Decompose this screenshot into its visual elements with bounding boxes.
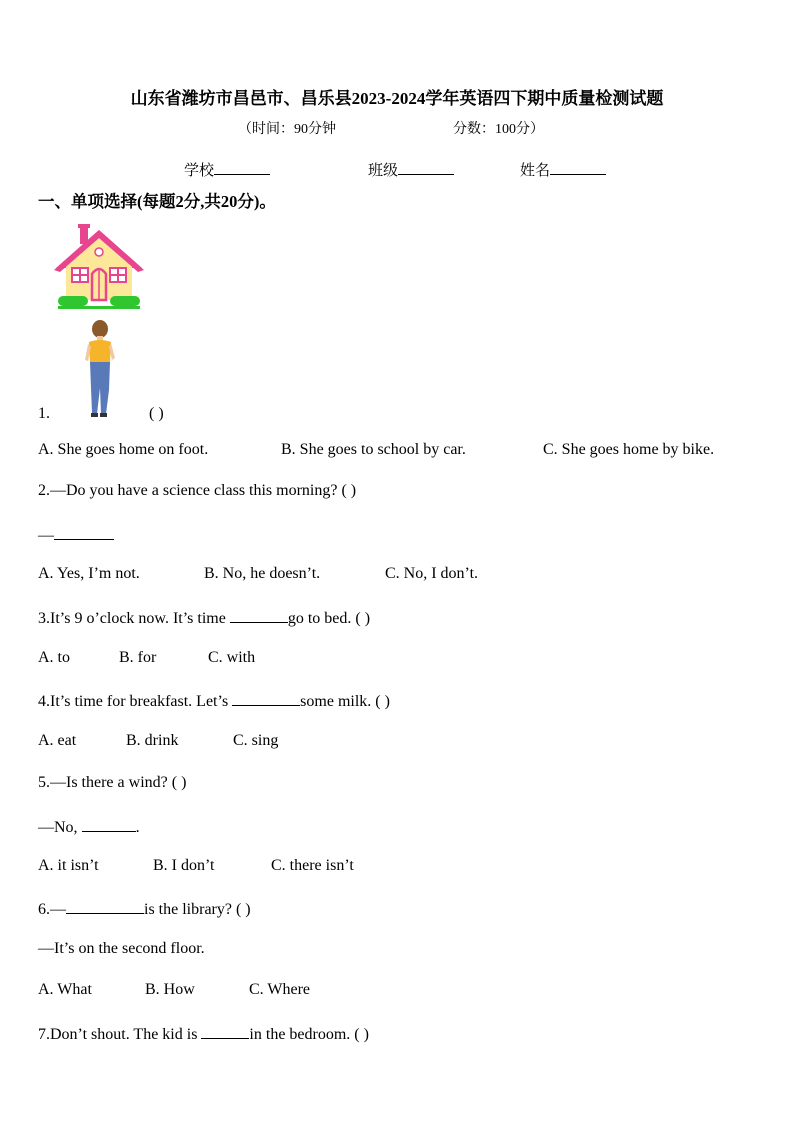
q4-option-a[interactable]: A. eat [38, 732, 77, 749]
q2-option-c[interactable]: C. No, I don’t. [385, 565, 479, 582]
q7-stem-start: 7.Don’t shout. The kid is [38, 1026, 198, 1043]
q6-stem [38, 898, 251, 919]
q1-option-c[interactable]: C. She goes home by bike. [543, 441, 715, 458]
q5-blank[interactable] [82, 816, 136, 832]
q5-option-c[interactable]: C. there isn’t [271, 857, 354, 874]
q3-stem [38, 607, 370, 628]
q6-option-a[interactable]: A. What [38, 981, 92, 998]
q5-stem: 5.—Is there a wind? ( ) [38, 774, 187, 791]
q2-option-b[interactable]: B. No, he doesn’t. [204, 565, 321, 582]
q5-option-a[interactable]: A. it isn’t [38, 857, 99, 874]
q3-stem-start: 3.It’s 9 o’clock now. It’s time [38, 610, 226, 627]
q5-reply-start: —No, [38, 819, 78, 836]
school-label: 学校 [184, 163, 215, 179]
q5-reply-end: . [135, 819, 140, 836]
q6-blank[interactable] [66, 898, 144, 914]
q6-option-c[interactable]: C. Where [249, 981, 311, 998]
q3-option-c[interactable]: C. with [208, 649, 256, 666]
q6-option-b[interactable]: B. How [145, 981, 195, 998]
exam-time: （时间：90分钟 [238, 122, 336, 137]
q5-option-b[interactable]: B. I don’t [153, 857, 215, 874]
q2-reply-dash: — [38, 527, 54, 544]
house-icon [54, 224, 144, 312]
q4-stem [38, 690, 390, 711]
name-label: 姓名 [520, 163, 551, 179]
q5-reply [38, 816, 140, 837]
q4-stem-end: some milk. ( ) [300, 693, 390, 710]
school-blank[interactable] [214, 160, 270, 175]
q1-number: 1. [38, 405, 50, 422]
class-label: 班级 [368, 163, 399, 179]
q6-stem-end: is the library? ( ) [144, 901, 251, 918]
q2-reply-blank[interactable] [54, 524, 114, 540]
q1-option-a[interactable]: A. She goes home on foot. [38, 441, 209, 458]
q7-stem [38, 1023, 369, 1044]
girl-walking-icon [82, 320, 118, 420]
q4-option-b[interactable]: B. drink [126, 732, 179, 749]
q2-option-a[interactable]: A. Yes, I’m not. [38, 565, 140, 582]
q6-stem-start: 6.— [38, 901, 66, 918]
q1-answer-paren[interactable]: ( ) [149, 405, 164, 422]
exam-title: 山东省潍坊市昌邑市、昌乐县2023-2024学年英语四下期中质量检测试题 [130, 89, 664, 108]
q2-stem: 2.—Do you have a science class this morning? ( ) [38, 482, 357, 499]
q3-option-a[interactable]: A. to [38, 649, 70, 666]
q6-reply: —It’s on the second floor. [38, 940, 205, 957]
q4-option-c[interactable]: C. sing [233, 732, 279, 749]
q4-blank[interactable] [232, 690, 300, 706]
q7-blank[interactable] [201, 1023, 249, 1039]
q3-stem-end: go to bed. ( ) [287, 610, 371, 627]
class-field [368, 159, 454, 180]
class-blank[interactable] [398, 160, 454, 175]
school-field [184, 159, 270, 180]
name-field [520, 159, 606, 180]
q2-reply [38, 524, 114, 545]
section-heading: 一、单项选择(每题2分,共20分)。 [38, 192, 276, 211]
q4-stem-start: 4.It’s time for breakfast. Let’s [38, 693, 229, 710]
exam-score: 分数：100分） [453, 122, 544, 137]
q7-stem-end: in the bedroom. ( ) [249, 1026, 369, 1043]
q1-option-b[interactable]: B. She goes to school by car. [281, 441, 466, 458]
q3-option-b[interactable]: B. for [119, 649, 157, 666]
name-blank[interactable] [550, 160, 606, 175]
q3-blank[interactable] [230, 607, 288, 623]
